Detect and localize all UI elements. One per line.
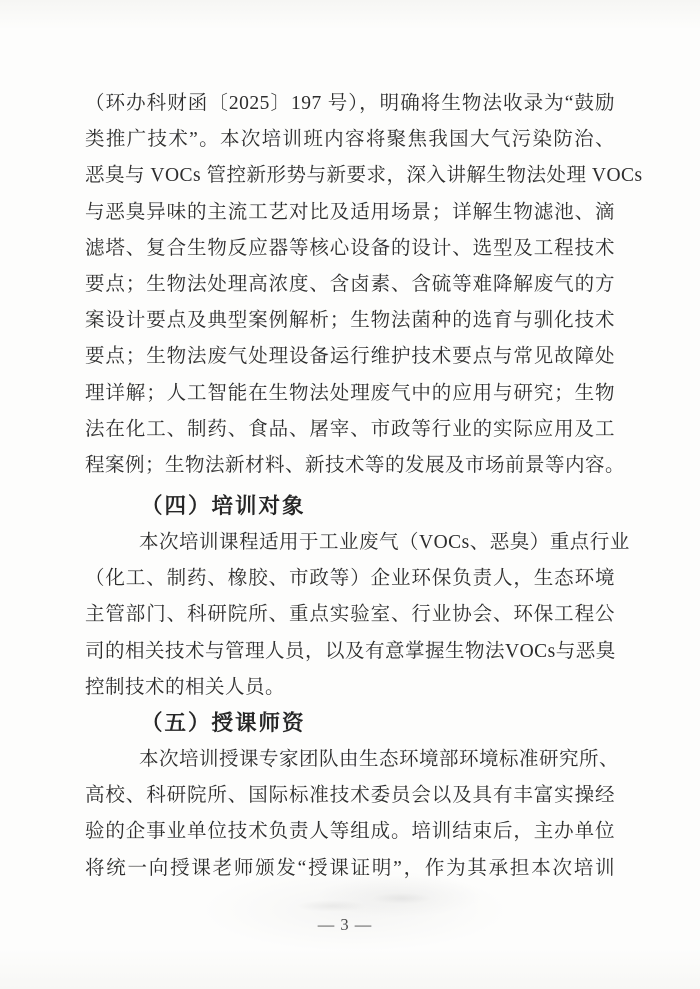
text-line: 验的企事业单位技术负责人等组成。培训结束后，主办单位: [85, 821, 615, 843]
section-heading-training-audience: （四）培训对象: [141, 494, 306, 518]
text-line: 类推广技术”。本次培训班内容将聚焦我国大气污染防治、: [85, 129, 615, 151]
text-line: 案设计要点及典型案例解析；生物法菌种的选育与驯化技术: [85, 310, 615, 332]
scan-smudge: [372, 893, 432, 904]
section-heading-lecturers: （五）授课师资: [141, 711, 306, 735]
paragraph-lecturers: [85, 742, 620, 887]
text-line: 要点；生物法废气处理设备运行维护技术要点与常见故障处: [85, 346, 615, 368]
text-line: 理详解；人工智能在生物法处理废气中的应用与研究；生物: [85, 382, 615, 404]
text-line: 滤塔、复合生物反应器等核心设备的设计、选型及工程技术: [85, 237, 615, 259]
text-line: 程案例；生物法新材料、新技术等的发展及市场前景等内容。: [85, 454, 626, 476]
text-line: （环办科财函〔2025〕197 号），明确将生物法收录为“鼓励: [85, 93, 615, 114]
text-line: 控制技术的相关人员。: [85, 676, 286, 698]
text-line: 将统一向授课老师颁发“授课证明”，作为其承担本次培训: [85, 857, 615, 879]
text-line: 法在化工、制药、食品、屠宰、市政等行业的实际应用及工: [85, 418, 615, 440]
text-line: 本次培训课程适用于工业废气（VOCs、恶臭）重点行业: [139, 532, 630, 553]
text-line: （化工、制药、橡胶、市政等）企业环保负责人，生态环境: [85, 568, 615, 590]
text-line: 要点；生物法处理高浓度、含卤素、含硫等难降解废气的方: [85, 273, 615, 295]
page-number: — 3 —: [317, 915, 373, 934]
text-line: 高校、科研院所、国际标准技术委员会以及具有丰富实操经: [85, 785, 615, 807]
scan-smudge: [296, 900, 366, 912]
text-line: 司的相关技术与管理人员，以及有意掌握生物法VOCs与恶臭: [85, 640, 616, 662]
text-line: 主管部门、科研院所、重点实验室、行业协会、环保工程公: [85, 604, 615, 626]
text-line: 本次培训授课专家团队由生态环境部环境标准研究所、: [139, 749, 620, 770]
text-line: 恶臭与 VOCs 管控新形势与新要求，深入讲解生物法处理 VOCs: [85, 165, 643, 187]
paragraph-training-audience: [85, 525, 630, 706]
paragraph-training-content: [85, 86, 643, 484]
text-line: 与恶臭异味的主流工艺对比及适用场景；详解生物滤池、滴: [85, 201, 615, 223]
